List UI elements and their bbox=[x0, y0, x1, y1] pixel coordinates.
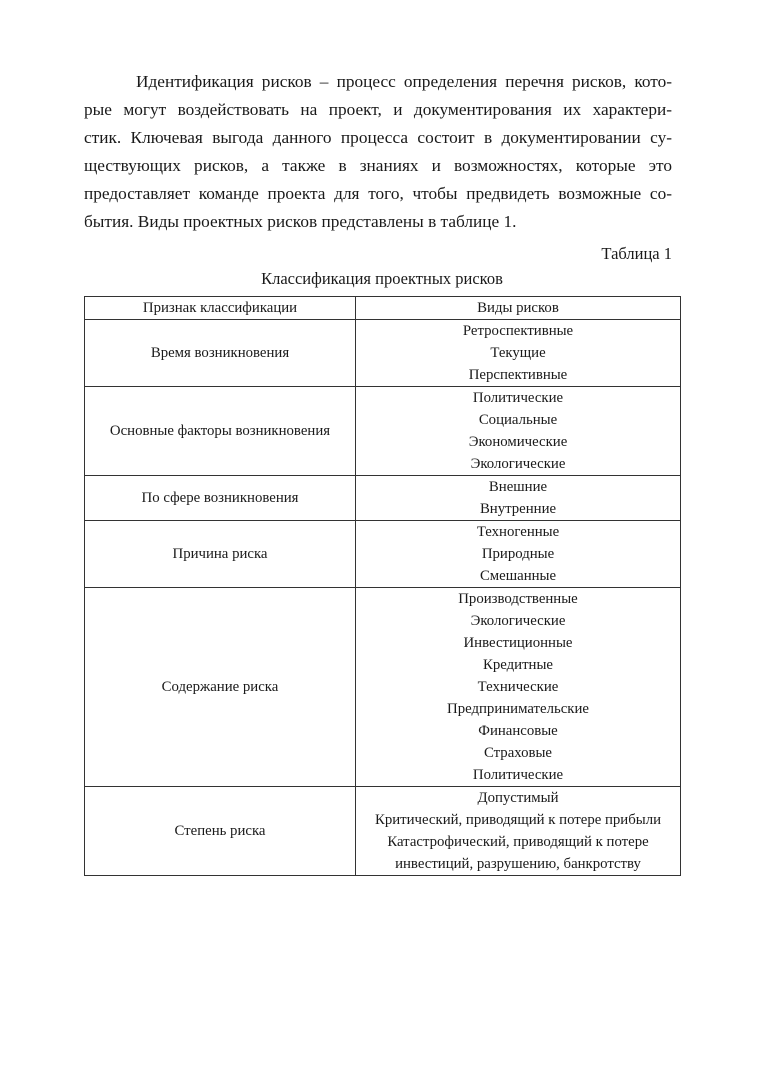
table-number: Таблица 1 bbox=[601, 244, 672, 263]
criterion-cell: Время возникновения bbox=[85, 320, 356, 387]
risk-types-cell bbox=[356, 521, 681, 588]
table-title: Классификация проектных рисков bbox=[261, 269, 503, 288]
header-criterion: Признак классификации bbox=[85, 297, 356, 320]
table-row bbox=[85, 320, 681, 387]
paragraph-line: Идентификация рисков – процесс определения перечня рисков, кото- bbox=[136, 72, 672, 91]
risk-type: Кредитные bbox=[483, 657, 553, 673]
criterion-cell: Степень риска bbox=[85, 787, 356, 876]
risk-classification-table bbox=[84, 296, 681, 876]
risk-type: Катастрофический, приводящий к потере bbox=[387, 834, 649, 850]
risk-types-cell bbox=[356, 476, 681, 521]
table-row bbox=[85, 387, 681, 476]
risk-type: Политические bbox=[472, 767, 564, 783]
paragraph-line: рые могут воздействовать на проект, и документирования их характери- bbox=[84, 100, 672, 119]
risk-type: Технические bbox=[477, 679, 559, 695]
risk-type: Инвестиционные bbox=[463, 635, 573, 651]
risk-type: инвестиций, разрушению, банкротству bbox=[395, 856, 641, 872]
risk-type: Внешние bbox=[488, 479, 548, 495]
risk-type: Ретроспективные bbox=[462, 323, 574, 339]
table-row bbox=[85, 787, 681, 876]
risk-type: Экологические bbox=[470, 456, 566, 472]
paragraph-line: предоставляет команде проекта для того, чтобы предвидеть возможные со- bbox=[84, 184, 672, 203]
risk-types-cell bbox=[356, 787, 681, 876]
risk-type: Смешанные bbox=[479, 568, 557, 584]
risk-type: Внутренние bbox=[479, 501, 557, 517]
risk-type: Допустимый bbox=[477, 790, 559, 806]
table-row bbox=[85, 588, 681, 787]
risk-type: Производственные bbox=[458, 591, 578, 607]
table-row bbox=[85, 476, 681, 521]
header-risk-types: Виды рисков bbox=[356, 297, 681, 320]
criterion-cell: По сфере возникновения bbox=[85, 476, 356, 521]
risk-type: Техногенные bbox=[476, 524, 560, 540]
risk-type: Политические bbox=[472, 390, 564, 406]
risk-type: Предпринимательские bbox=[447, 701, 589, 717]
risk-type: Перспективные bbox=[468, 367, 568, 383]
risk-type: Экологические bbox=[470, 613, 566, 629]
risk-type: Страховые bbox=[483, 745, 553, 761]
risk-types-cell bbox=[356, 387, 681, 476]
paragraph-line: бытия. Виды проектных рисков представлены в таблице 1. bbox=[84, 212, 517, 231]
risk-type: Природные bbox=[481, 546, 555, 562]
risk-type: Финансовые bbox=[478, 723, 558, 739]
table-header-row bbox=[85, 297, 681, 320]
criterion-cell: Причина риска bbox=[85, 521, 356, 588]
risk-type: Социальные bbox=[478, 412, 558, 428]
risk-type: Критический, приводящий к потере прибыли bbox=[374, 812, 662, 828]
intro-paragraph bbox=[84, 68, 672, 236]
risk-type: Экономические bbox=[468, 434, 568, 450]
risk-types-cell bbox=[356, 588, 681, 787]
paragraph-line: ществующих рисков, а также в знаниях и возможностях, которые это bbox=[84, 156, 672, 175]
risk-type: Текущие bbox=[490, 345, 546, 361]
criterion-cell: Содержание риска bbox=[85, 588, 356, 787]
criterion-cell: Основные факторы возникновения bbox=[85, 387, 356, 476]
paragraph-line: стик. Ключевая выгода данного процесса состоит в документировании су- bbox=[84, 128, 672, 147]
table-row bbox=[85, 521, 681, 588]
risk-types-cell bbox=[356, 320, 681, 387]
